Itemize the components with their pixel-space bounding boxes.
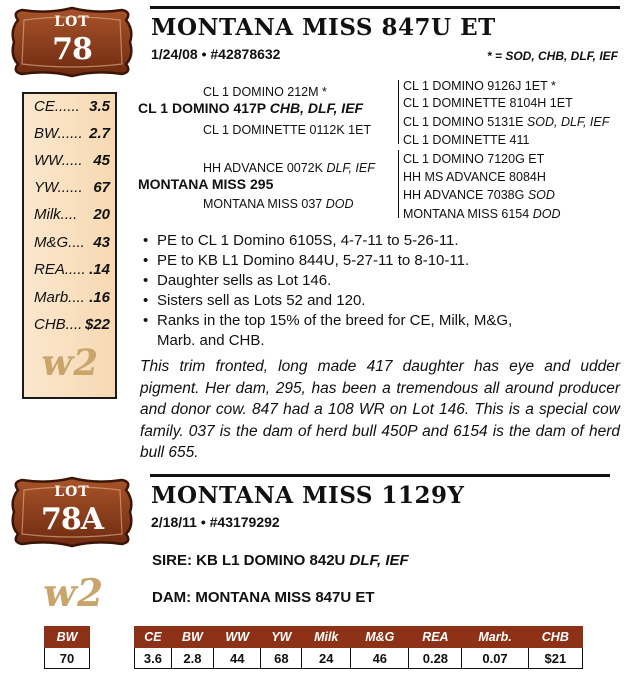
lot-78-title: MONTANA MISS 847U ET (151, 14, 496, 41)
epd-header-yw: YW (261, 627, 302, 648)
ped-tag: DOD (532, 207, 561, 221)
sire-label: SIRE: KB L1 DOMINO 842U (152, 552, 346, 569)
sire-tag: DLF, IEF (349, 552, 409, 569)
epd-value: .16 (89, 289, 110, 306)
bw-header: BW (45, 627, 90, 648)
epd-value-mg: 46 (351, 648, 409, 669)
epd-row-yw (34, 177, 110, 199)
epd-table-value-row (135, 648, 583, 669)
epd-value-yw: 68 (261, 648, 302, 669)
lot-word: LOT (54, 484, 90, 500)
bullet-item: • PE to KB L1 Domino 844U, 5-27-11 to 8-10-11. (143, 251, 613, 271)
epd-label: BW...... (34, 125, 83, 142)
lot-78-bullets (143, 231, 613, 351)
epd-value: 45 (93, 152, 110, 169)
lot-78a-brand-icon: w2 (40, 570, 108, 615)
lot-78-description: This trim fronted, long made 417 daughter has eye and udder pigment. Her dam, 295, has been a tremendous all around producer and donor cow. 847 had a 108 WR on Lot 146. This is a special cow family. 037 is the dam of herd bull 450P and 6154 is the dam of herd bull 655. (140, 358, 620, 461)
ped-tag: SOD, DLF, IEF (526, 115, 610, 129)
epd-label: Milk.... (34, 206, 78, 223)
epd-value-chb: $21 (528, 648, 582, 669)
ped-sire-tag: CHB, DLF, IEF (269, 100, 364, 116)
ped-name: CL 1 DOMINETTE 411 (403, 133, 530, 147)
ped-divider-bottom (398, 150, 399, 218)
epd-label: WW..... (34, 152, 83, 169)
ped-dam: MONTANA MISS 295 (138, 176, 274, 192)
ped-tag: SOD (527, 188, 555, 202)
ped-sire-name: CL 1 DOMINO 417P (138, 100, 266, 116)
bw-table (44, 626, 90, 669)
epd-header-marb: Marb. (462, 627, 528, 648)
ped-dam-dam-name: MONTANA MISS 037 (203, 197, 323, 211)
epd-label: CE...... (34, 98, 80, 115)
epd-value: 67 (93, 179, 110, 196)
lot-78-badge (8, 6, 136, 78)
epd-value: $22 (84, 316, 110, 333)
ped-dam-dam (203, 197, 354, 211)
lot-78a-dam: DAM: MONTANA MISS 847U ET (152, 589, 375, 606)
epd-table-header-row (135, 627, 583, 648)
epd-label: Marb.... (34, 289, 85, 306)
epd-table (134, 626, 583, 669)
epd-value-rea: 0.28 (409, 648, 462, 669)
epd-value-ce: 3.6 (135, 648, 172, 669)
ped-divider-top (398, 80, 399, 144)
ped-sire-dam: CL 1 DOMINETTE 0112K 1ET (203, 123, 372, 137)
ped-far-4 (403, 133, 529, 147)
epd-value: .14 (89, 261, 110, 278)
epd-header-rea: REA (409, 627, 462, 648)
ped-name: CL 1 DOMINETTE 8104H 1ET (403, 96, 573, 110)
epd-row-bw (34, 123, 110, 145)
lot-78-epd-panel (22, 92, 117, 399)
ped-dam-dam-tag: DOD (325, 197, 354, 211)
ped-far-2 (403, 96, 573, 110)
ped-far-3 (403, 115, 609, 129)
epd-row-mg (34, 232, 110, 254)
epd-header-ce: CE (135, 627, 172, 648)
ped-far-7 (403, 188, 555, 202)
bullet-item: • Sisters sell as Lots 52 and 120. (143, 291, 613, 311)
ped-name: CL 1 DOMINO 9126J 1ET * (403, 79, 556, 93)
lot-78a-date-reg: 2/18/11 • #43179292 (151, 514, 280, 530)
lot-78a-top-rule (150, 474, 610, 477)
lot-78-brand-icon: w2 (38, 342, 102, 384)
lot-78-date-reg: 1/24/08 • #42878632 (151, 46, 281, 62)
epd-value: 3.5 (89, 98, 110, 115)
ped-dam-sire (203, 161, 375, 175)
ped-sire-sire: CL 1 DOMINO 212M * (203, 85, 327, 99)
ped-far-5 (403, 152, 544, 166)
epd-label: CHB.... (34, 316, 83, 333)
ped-name: CL 1 DOMINO 7120G ET (403, 152, 545, 166)
epd-value-marb: 0.07 (462, 648, 528, 669)
epd-row-ww (34, 150, 110, 172)
bullet-item: • PE to CL 1 Domino 6105S, 4-7-11 to 5-26-11. (143, 231, 613, 251)
epd-header-milk: Milk (302, 627, 351, 648)
lot-78a-title: MONTANA MISS 1129Y (151, 482, 465, 509)
ped-sire (138, 101, 363, 115)
epd-value: 20 (93, 206, 110, 223)
bullet-item: • Daughter sells as Lot 146. (143, 271, 613, 291)
lot-number: 78 (52, 32, 92, 67)
ped-far-8 (403, 207, 560, 221)
epd-header-bw: BW (171, 627, 213, 648)
epd-header-ww: WW (213, 627, 261, 648)
ped-far-1 (403, 79, 556, 93)
ped-dam-sire-tag: DLF, IEF (326, 161, 375, 175)
lot-word: LOT (54, 14, 90, 30)
lot-78a-badge (8, 476, 136, 548)
epd-value: 43 (93, 234, 110, 251)
epd-label: REA..... (34, 261, 86, 278)
epd-value-ww: 44 (213, 648, 261, 669)
epd-row-chb (34, 314, 110, 336)
ped-name: HH ADVANCE 7038G (403, 188, 525, 202)
bullet-continuation: Marb. and CHB. (157, 332, 265, 349)
epd-row-rea (34, 259, 110, 281)
epd-row-milk (34, 204, 110, 226)
lot-78a-sire (152, 552, 409, 569)
bullet-item: • Ranks in the top 15% of the breed for CE, Milk, M&G, (143, 311, 613, 331)
ped-name: HH MS ADVANCE 8084H (403, 170, 546, 184)
ped-far-6 (403, 170, 546, 184)
epd-row-ce (34, 96, 110, 118)
ped-name: CL 1 DOMINO 5131E (403, 115, 524, 129)
epd-value: 2.7 (89, 125, 110, 142)
epd-header-chb: CHB (528, 627, 582, 648)
epd-value-milk: 24 (302, 648, 351, 669)
epd-value-bw: 2.8 (171, 648, 213, 669)
lot-78-legend: * = SOD, CHB, DLF, IEF (486, 49, 618, 63)
ped-name: MONTANA MISS 6154 (403, 207, 530, 221)
epd-row-marb (34, 287, 110, 309)
epd-label: M&G.... (34, 234, 85, 251)
lot-number: 78A (40, 502, 104, 537)
bw-value: 70 (45, 648, 90, 669)
lot-78-top-rule (150, 6, 620, 9)
epd-header-mg: M&G (351, 627, 409, 648)
epd-label: YW...... (34, 179, 83, 196)
ped-dam-sire-name: HH ADVANCE 0072K (203, 161, 323, 175)
